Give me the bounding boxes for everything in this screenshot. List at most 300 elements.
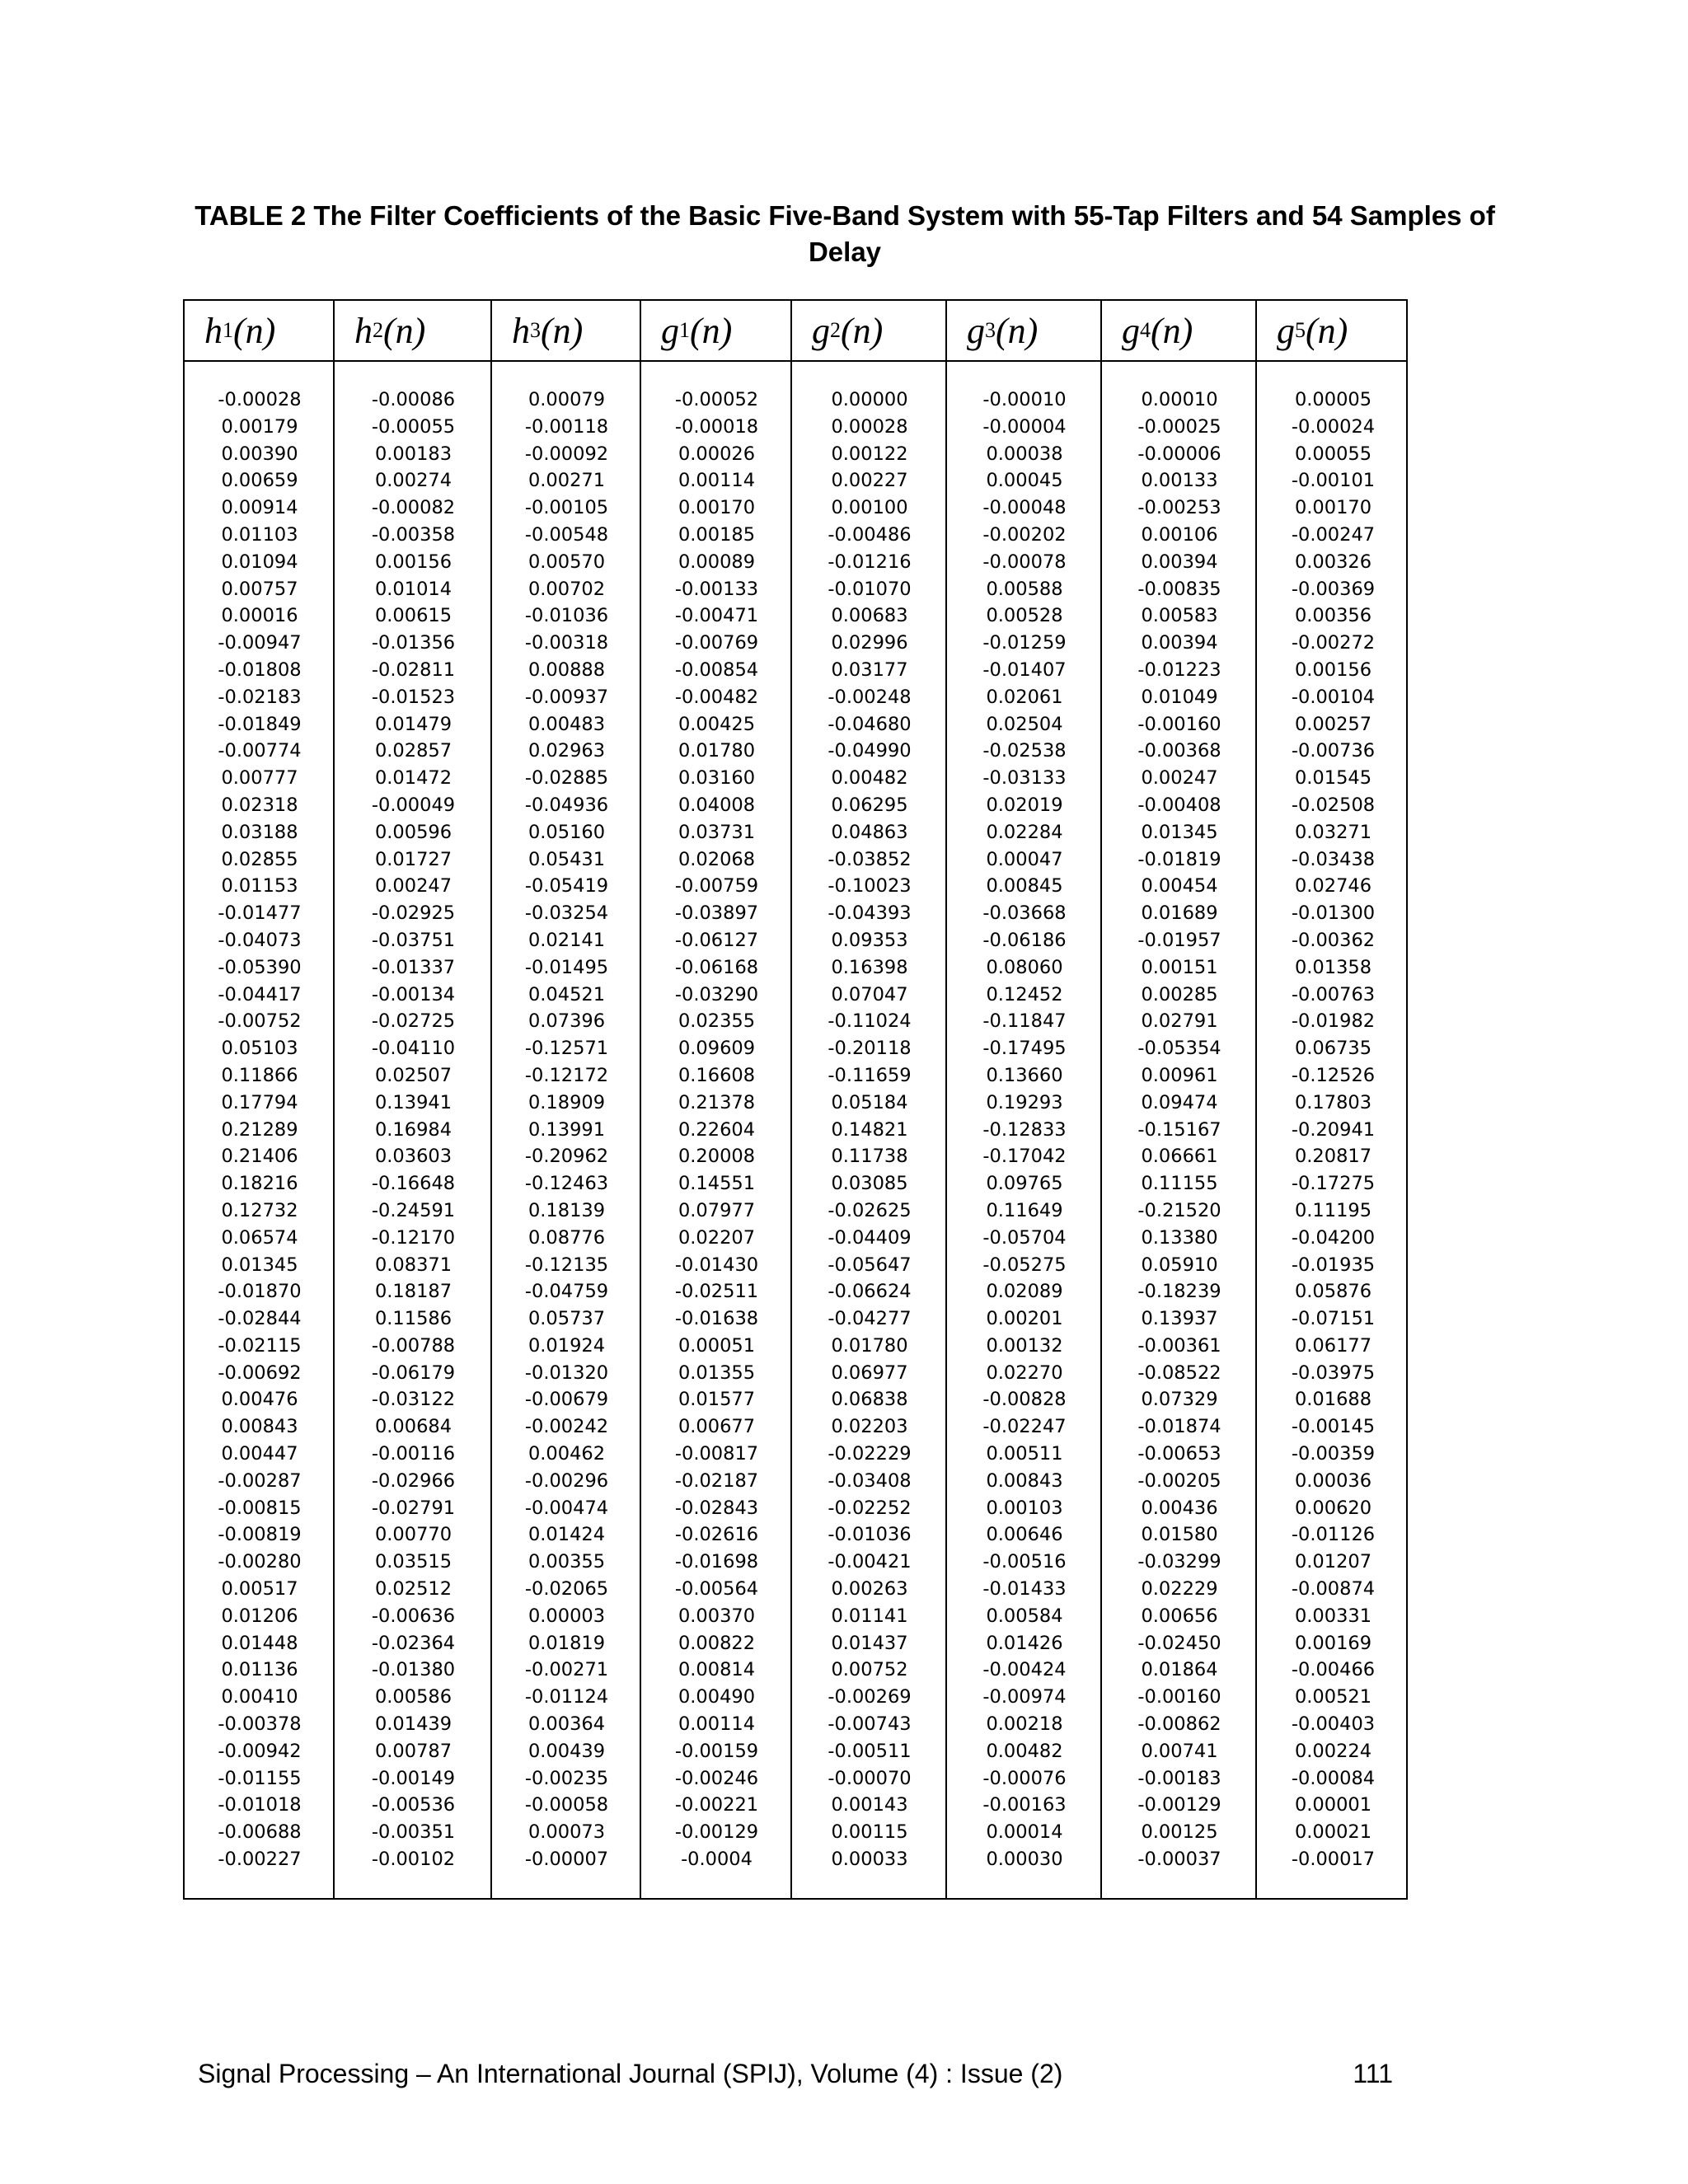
coefficient-cell: -0.00104 (1291, 686, 1376, 708)
header-argument: (n) (383, 310, 426, 351)
coefficient-cell: 0.00271 (528, 470, 606, 492)
coefficient-cell: 0.00114 (678, 470, 756, 492)
coefficient-cell: 0.18139 (528, 1199, 606, 1221)
coefficient-cell: -0.00817 (674, 1443, 759, 1465)
coefficient-cell: -0.00835 (1137, 578, 1221, 600)
coefficient-cell: -0.01155 (218, 1767, 302, 1789)
coefficient-cell: 0.07977 (678, 1199, 756, 1221)
coefficient-cell: 0.13937 (1141, 1308, 1218, 1330)
coefficient-cell: -0.01433 (982, 1578, 1067, 1601)
coefficient-column (185, 387, 335, 1873)
coefficient-cell: -0.01300 (1291, 902, 1376, 925)
coefficient-cell: -0.03975 (1291, 1361, 1376, 1384)
coefficient-cell: 0.20008 (678, 1146, 756, 1168)
coefficient-cell: -0.00070 (828, 1767, 912, 1789)
coefficient-cell: -0.04277 (828, 1308, 912, 1330)
coefficient-cell: -0.02725 (371, 1010, 456, 1033)
column-header (792, 301, 947, 360)
coefficient-cell: -0.00272 (1291, 632, 1376, 654)
coefficient-cell: -0.16648 (371, 1173, 456, 1195)
coefficient-cell: -0.12170 (371, 1226, 456, 1249)
coefficient-cell: -0.00403 (1291, 1713, 1376, 1736)
coefficient-cell: 0.00843 (221, 1416, 298, 1438)
coefficient-cell: 0.01437 (831, 1632, 908, 1654)
coefficient-cell: -0.04680 (828, 713, 912, 735)
coefficient-cell: -0.00205 (1137, 1469, 1221, 1492)
coefficient-cell: 0.00263 (831, 1578, 908, 1601)
coefficient-cell: -0.00133 (674, 578, 759, 600)
coefficient-cell: -0.00010 (982, 389, 1067, 410)
coefficient-cell: -0.00359 (1291, 1443, 1376, 1465)
coefficient-cell: 0.00030 (986, 1849, 1063, 1871)
coefficient-cell: -0.00862 (1137, 1713, 1221, 1736)
coefficient-cell: -0.00271 (524, 1659, 609, 1681)
header-letter: g (661, 310, 679, 351)
coefficient-cell: -0.03133 (982, 767, 1067, 790)
coefficient-cell: -0.04936 (524, 794, 609, 816)
coefficient-cell: 0.00584 (986, 1605, 1063, 1627)
coefficient-cell: -0.00769 (674, 632, 759, 654)
coefficient-cell: 0.00822 (678, 1632, 756, 1654)
coefficient-cell: -0.00636 (371, 1605, 456, 1627)
coefficient-cell: 0.00454 (1141, 875, 1218, 898)
coefficient-cell: 0.00122 (831, 443, 908, 465)
coefficient-cell: 0.02504 (986, 713, 1063, 735)
journal-citation: Signal Processing – An International Journal (SPIJ), Volume (4) : Issue (2) (198, 2059, 1063, 2088)
coefficient-cell: 0.00511 (986, 1443, 1063, 1465)
coefficient-cell: -0.00129 (1137, 1794, 1221, 1816)
coefficient-cell: -0.00116 (371, 1443, 456, 1465)
coefficient-cell: 0.00517 (221, 1578, 298, 1601)
column-header (492, 301, 641, 360)
coefficient-cell: -0.00049 (371, 794, 456, 816)
header-letter: h (354, 310, 373, 351)
coefficient-cell: -0.00819 (218, 1524, 302, 1546)
coefficient-cell: 0.03515 (374, 1551, 452, 1573)
coefficient-cell: -0.00942 (218, 1740, 302, 1762)
coefficient-cell: 0.11586 (374, 1308, 452, 1330)
coefficient-cell: 0.01545 (1294, 767, 1372, 790)
coefficient-cell: 0.00702 (528, 578, 606, 600)
coefficient-cell: 0.09765 (986, 1173, 1063, 1195)
coefficient-cell: 0.00201 (986, 1308, 1063, 1330)
coefficient-cell: -0.00052 (674, 389, 759, 410)
coefficient-cell: -0.11024 (828, 1010, 912, 1033)
coefficient-cell: 0.11866 (221, 1064, 298, 1086)
coefficient-cell: 0.00814 (678, 1659, 756, 1681)
coefficient-cell: -0.02364 (371, 1632, 456, 1654)
coefficient-cell: 0.05431 (528, 848, 606, 870)
coefficient-cell: 0.00000 (831, 389, 908, 410)
coefficient-cell: -0.00759 (674, 875, 759, 898)
coefficient-cell: 0.04863 (831, 821, 908, 843)
coefficient-cell: -0.01320 (524, 1361, 609, 1384)
coefficient-cell: -0.03408 (828, 1469, 912, 1492)
coefficient-cell: -0.17275 (1291, 1173, 1376, 1195)
coefficient-cell: 0.16984 (374, 1118, 452, 1141)
coefficient-cell: -0.00092 (524, 443, 609, 465)
coefficient-cell: 0.00961 (1141, 1064, 1218, 1086)
coefficient-cell: 0.00156 (1294, 658, 1372, 681)
coefficient-cell: 0.00490 (678, 1686, 756, 1708)
coefficient-cell: 0.00355 (528, 1551, 606, 1573)
coefficient-cell: -0.03668 (982, 902, 1067, 925)
coefficient-cell: 0.00169 (1294, 1632, 1372, 1654)
coefficient-cell: 0.06177 (1294, 1334, 1372, 1357)
coefficient-cell: 0.04521 (528, 983, 606, 1005)
coefficient-cell: -0.03751 (371, 929, 456, 951)
coefficient-cell: 0.02207 (678, 1226, 756, 1249)
coefficient-cell: -0.01819 (1137, 848, 1221, 870)
coefficient-cell: -0.00048 (982, 497, 1067, 519)
coefficient-cell: 0.01136 (221, 1659, 298, 1681)
coefficient-cell: -0.00296 (524, 1469, 609, 1492)
coefficient-cell: 0.18187 (374, 1281, 452, 1303)
coefficient-cell: -0.06186 (982, 929, 1067, 951)
coefficient-cell: 0.00005 (1294, 389, 1372, 410)
coefficient-cell: 0.02996 (831, 632, 908, 654)
header-letter: g (1122, 310, 1140, 351)
coefficient-cell: 0.00787 (374, 1740, 452, 1762)
coefficient-cell: -0.00269 (828, 1686, 912, 1708)
coefficient-cell: -0.05354 (1137, 1038, 1221, 1060)
coefficient-cell: 0.00586 (374, 1686, 452, 1708)
column-header (947, 301, 1102, 360)
coefficient-cell: -0.07151 (1291, 1308, 1376, 1330)
coefficient-cell: -0.00974 (982, 1686, 1067, 1708)
coefficient-cell: 0.00218 (986, 1713, 1063, 1736)
coefficient-cell: 0.05910 (1141, 1254, 1218, 1276)
coefficient-cell: 0.03085 (831, 1173, 908, 1195)
coefficient-cell: -0.01407 (982, 658, 1067, 681)
coefficient-cell: 0.00156 (374, 551, 452, 573)
coefficient-cell: 0.01439 (374, 1713, 452, 1736)
coefficient-cell: -0.04200 (1291, 1226, 1376, 1249)
coefficient-cell: 0.12732 (221, 1199, 298, 1221)
coefficient-cell: 0.00179 (221, 415, 298, 438)
column-header (185, 301, 335, 360)
coefficient-cell: 0.02089 (986, 1281, 1063, 1303)
coefficient-cell: 0.00033 (831, 1849, 908, 1871)
coefficient-cell: -0.00287 (218, 1469, 302, 1492)
coefficient-cell: 0.02019 (986, 794, 1063, 816)
coefficient-cell: -0.00235 (524, 1767, 609, 1789)
coefficient-cell: -0.03852 (828, 848, 912, 870)
coefficient-cell: 0.01472 (374, 767, 452, 790)
coefficient-cell: -0.00018 (674, 415, 759, 438)
coefficient-cell: 0.16608 (678, 1064, 756, 1086)
coefficient-cell: -0.00466 (1291, 1659, 1376, 1681)
coefficient-column (1102, 387, 1257, 1873)
coefficient-cell: 0.13660 (986, 1064, 1063, 1086)
coefficient-cell: 0.01094 (221, 551, 298, 573)
coefficient-cell: 0.00596 (374, 821, 452, 843)
header-argument: (n) (233, 310, 276, 351)
coefficient-cell: 0.00482 (831, 767, 908, 790)
header-subscript: 3 (530, 318, 541, 342)
coefficient-cell: -0.02508 (1291, 794, 1376, 816)
coefficient-cell: -0.00160 (1137, 713, 1221, 735)
coefficient-cell: 0.00257 (1294, 713, 1372, 735)
coefficient-cell: 0.01358 (1294, 956, 1372, 978)
coefficient-cell: -0.12135 (524, 1254, 609, 1276)
coefficient-cell: 0.00227 (831, 470, 908, 492)
coefficient-cell: -0.00129 (674, 1821, 759, 1844)
coefficient-cell: 0.01424 (528, 1524, 606, 1546)
coefficient-cell: -0.01935 (1291, 1254, 1376, 1276)
coefficient-column (792, 387, 947, 1873)
coefficient-cell: 0.00055 (1294, 443, 1372, 465)
coefficient-cell: -0.10023 (828, 875, 912, 898)
coefficient-cell: -0.11659 (828, 1064, 912, 1086)
coefficient-cell: 0.09609 (678, 1038, 756, 1060)
coefficient-cell: 0.02318 (221, 794, 298, 816)
coefficient-cell: 0.02284 (986, 821, 1063, 843)
coefficient-cell: -0.00183 (1137, 1767, 1221, 1789)
coefficient-cell: 0.09474 (1141, 1091, 1218, 1113)
coefficient-cell: 0.00036 (1294, 1469, 1372, 1492)
coefficient-column (1257, 387, 1409, 1873)
coefficient-cell: 0.06735 (1294, 1038, 1372, 1060)
coefficient-cell: -0.04393 (828, 902, 912, 925)
coefficient-cell: 0.01580 (1141, 1524, 1218, 1546)
coefficient-cell: 0.01819 (528, 1632, 606, 1654)
coefficient-cell: -0.01870 (218, 1281, 302, 1303)
coefficient-cell: 0.00143 (831, 1794, 908, 1816)
coefficient-cell: 0.00100 (831, 497, 908, 519)
coefficient-cell: -0.01018 (218, 1794, 302, 1816)
coefficient-cell: -0.00105 (524, 497, 609, 519)
coefficient-cell: -0.20118 (828, 1038, 912, 1060)
coefficient-cell: -0.00004 (982, 415, 1067, 438)
coefficient-cell: 0.13991 (528, 1118, 606, 1141)
coefficient-cell: 0.02068 (678, 848, 756, 870)
coefficient-cell: 0.09353 (831, 929, 908, 951)
coefficient-cell: 0.00588 (986, 578, 1063, 600)
coefficient-cell: 0.00247 (374, 875, 452, 898)
coefficient-cell: -0.00242 (524, 1416, 609, 1438)
coefficient-cell: 0.07329 (1141, 1389, 1218, 1411)
coefficient-cell: 0.02963 (528, 740, 606, 762)
coefficient-cell: -0.04759 (524, 1281, 609, 1303)
coefficient-cell: 0.11195 (1294, 1199, 1372, 1221)
column-header (335, 301, 492, 360)
coefficient-cell: -0.17495 (982, 1038, 1067, 1060)
header-subscript: 1 (223, 318, 233, 342)
header-letter: h (204, 310, 223, 351)
coefficient-cell: -0.00017 (1291, 1849, 1376, 1871)
coefficient-cell: -0.01430 (674, 1254, 759, 1276)
coefficient-cell: -0.00424 (982, 1659, 1067, 1681)
coefficient-cell: 0.01103 (221, 523, 298, 546)
coefficient-cell: -0.01957 (1137, 929, 1221, 951)
header-argument: (n) (1151, 310, 1193, 351)
coefficient-cell: 0.00003 (528, 1605, 606, 1627)
coefficient-cell: -0.00246 (674, 1767, 759, 1789)
coefficient-cell: -0.01523 (371, 686, 456, 708)
coefficient-cell: 0.00394 (1141, 632, 1218, 654)
coefficient-cell: 0.00845 (986, 875, 1063, 898)
page-number: 111 (1353, 2059, 1393, 2088)
coefficient-cell: 0.02270 (986, 1361, 1063, 1384)
coefficient-cell: -0.00774 (218, 740, 302, 762)
header-divider (185, 360, 1406, 362)
coefficient-cell: -0.00024 (1291, 415, 1376, 438)
coefficient-cell: 0.00843 (986, 1469, 1063, 1492)
coefficient-cell: 0.00683 (831, 605, 908, 627)
header-argument: (n) (541, 310, 584, 351)
coefficient-cell: -0.12571 (524, 1038, 609, 1060)
coefficient-cell: -0.00082 (371, 497, 456, 519)
coefficient-cell: -0.00006 (1137, 443, 1221, 465)
page-footer (198, 2059, 1393, 2089)
coefficient-cell: 0.13941 (374, 1091, 452, 1113)
coefficient-cell: -0.02885 (524, 767, 609, 790)
coefficient-cell: -0.00362 (1291, 929, 1376, 951)
coefficient-cell: 0.00051 (678, 1334, 756, 1357)
coefficient-cell: 0.00370 (678, 1605, 756, 1627)
coefficient-cell: -0.00482 (674, 686, 759, 708)
coefficient-cell: 0.00741 (1141, 1740, 1218, 1762)
coefficient-cell: 0.00476 (221, 1389, 298, 1411)
coefficient-cell: 0.00425 (678, 713, 756, 735)
coefficient-cell: -0.00227 (218, 1849, 302, 1871)
coefficient-cell: -0.12463 (524, 1173, 609, 1195)
coefficient-cell: 0.00656 (1141, 1605, 1218, 1627)
coefficient-column (335, 387, 492, 1873)
coefficient-cell: -0.01124 (524, 1686, 609, 1708)
coefficient-cell: 0.00410 (221, 1686, 298, 1708)
coefficient-cell: -0.03897 (674, 902, 759, 925)
coefficient-cell: 0.02061 (986, 686, 1063, 708)
coefficient-cell: 0.04008 (678, 794, 756, 816)
table-title: TABLE 2 The Filter Coefficients of the Basic Five-Band System with 55-Tap Filters and 54 Samples of Delay (195, 200, 1495, 267)
coefficient-cell: -0.00421 (828, 1551, 912, 1573)
coefficient-cell: -0.01808 (218, 658, 302, 681)
coefficient-cell: -0.01216 (828, 551, 912, 573)
coefficient-cell: 0.00646 (986, 1524, 1063, 1546)
coefficient-cell: -0.12526 (1291, 1064, 1376, 1086)
coefficient-cell: -0.02065 (524, 1578, 609, 1601)
coefficient-cell: 0.00684 (374, 1416, 452, 1438)
coefficient-cell: 0.00285 (1141, 983, 1218, 1005)
coefficient-cell: -0.00101 (1291, 470, 1376, 492)
coefficient-cell: -0.04409 (828, 1226, 912, 1249)
header-letter: g (1277, 310, 1295, 351)
coefficient-cell: -0.01698 (674, 1551, 759, 1573)
coefficient-cell: 0.00394 (1141, 551, 1218, 573)
coefficient-cell: 0.21406 (221, 1146, 298, 1168)
header-letter: g (812, 310, 830, 351)
header-subscript: 3 (985, 318, 996, 342)
coefficient-cell: -0.00828 (982, 1389, 1067, 1411)
coefficient-cell: 0.00247 (1141, 767, 1218, 790)
coefficient-cell: -0.02187 (674, 1469, 759, 1492)
coefficient-cell: 0.00045 (986, 470, 1063, 492)
coefficient-cell: 0.13380 (1141, 1226, 1218, 1249)
coefficient-cell: 0.01207 (1294, 1551, 1372, 1573)
coefficient-cell: 0.19293 (986, 1091, 1063, 1113)
coefficient-cell: 0.00132 (986, 1334, 1063, 1357)
coefficient-cell: 0.00170 (678, 497, 756, 519)
coefficient-cell: 0.00620 (1294, 1497, 1372, 1519)
coefficient-cell: 0.03188 (221, 821, 298, 843)
coefficient-cell: 0.00752 (831, 1659, 908, 1681)
coefficient-cell: -0.05647 (828, 1254, 912, 1276)
coefficient-cell: 0.05876 (1294, 1281, 1372, 1303)
coefficient-cell: -0.02811 (371, 658, 456, 681)
coefficient-cell: 0.00482 (986, 1740, 1063, 1762)
coefficient-cell: -0.01036 (828, 1524, 912, 1546)
coefficient-cell: 0.00079 (528, 389, 606, 410)
coefficient-cell: -0.02450 (1137, 1632, 1221, 1654)
coefficient-cell: -0.02115 (218, 1334, 302, 1357)
coefficient-cell: -0.00874 (1291, 1578, 1376, 1601)
coefficient-cell: 0.02746 (1294, 875, 1372, 898)
coefficient-cell: 0.06661 (1141, 1146, 1218, 1168)
coefficient-cell: 0.12452 (986, 983, 1063, 1005)
coefficient-cell: -0.00511 (828, 1740, 912, 1762)
coefficient-cell: -0.00536 (371, 1794, 456, 1816)
coefficient-cell: 0.02857 (374, 740, 452, 762)
coefficient-cell: -0.01356 (371, 632, 456, 654)
header-subscript: 2 (373, 318, 383, 342)
coefficient-cell: -0.00815 (218, 1497, 302, 1519)
coefficient-cell: -0.00149 (371, 1767, 456, 1789)
coefficient-cell: -0.00028 (218, 389, 302, 410)
coefficient-cell: 0.05160 (528, 821, 606, 843)
coefficient-cell: 0.01780 (831, 1334, 908, 1357)
coefficient-cell: -0.00055 (371, 415, 456, 438)
coefficient-cell: -0.01070 (828, 578, 912, 600)
coefficient-cell: -0.17042 (982, 1146, 1067, 1168)
coefficient-cell: 0.22604 (678, 1118, 756, 1141)
coefficient-cell: 0.01727 (374, 848, 452, 870)
coefficient-cell: 0.07396 (528, 1010, 606, 1033)
coefficient-cell: -0.06179 (371, 1361, 456, 1384)
coefficient-cell: -0.00653 (1137, 1443, 1221, 1465)
coefficient-cell: -0.00736 (1291, 740, 1376, 762)
coefficient-cell: -0.00361 (1137, 1334, 1221, 1357)
coefficient-cell: 0.00528 (986, 605, 1063, 627)
coefficient-cell: 0.00390 (221, 443, 298, 465)
coefficient-cell: -0.00007 (524, 1849, 609, 1871)
coefficient-cell: 0.00326 (1294, 551, 1372, 573)
coefficient-cell: 0.00103 (986, 1497, 1063, 1519)
coefficient-cell: -0.06624 (828, 1281, 912, 1303)
coefficient-cell: 0.01924 (528, 1334, 606, 1357)
header-subscript: 1 (679, 318, 690, 342)
coefficient-cell: -0.00084 (1291, 1767, 1376, 1789)
header-subscript: 5 (1295, 318, 1306, 342)
coefficient-cell: -0.04073 (218, 929, 302, 951)
coefficient-cell: -0.05275 (982, 1254, 1067, 1276)
coefficient-cell: -0.02252 (828, 1497, 912, 1519)
coefficient-cell: 0.00185 (678, 523, 756, 546)
coefficient-cell: -0.01223 (1137, 658, 1221, 681)
coefficient-cell: 0.00462 (528, 1443, 606, 1465)
coefficient-cell: 0.01141 (831, 1605, 908, 1627)
coefficient-cell: 0.02355 (678, 1010, 756, 1033)
coefficient-cell: 0.00757 (221, 578, 298, 600)
coefficient-cell: 0.00331 (1294, 1605, 1372, 1627)
coefficient-cell: 0.00170 (1294, 497, 1372, 519)
coefficient-cell: -0.01849 (218, 713, 302, 735)
coefficient-cell: 0.00364 (528, 1713, 606, 1736)
coefficient-cell: 0.03160 (678, 767, 756, 790)
coefficient-cell: 0.00001 (1294, 1794, 1372, 1816)
coefficient-cell: 0.00028 (831, 415, 908, 438)
